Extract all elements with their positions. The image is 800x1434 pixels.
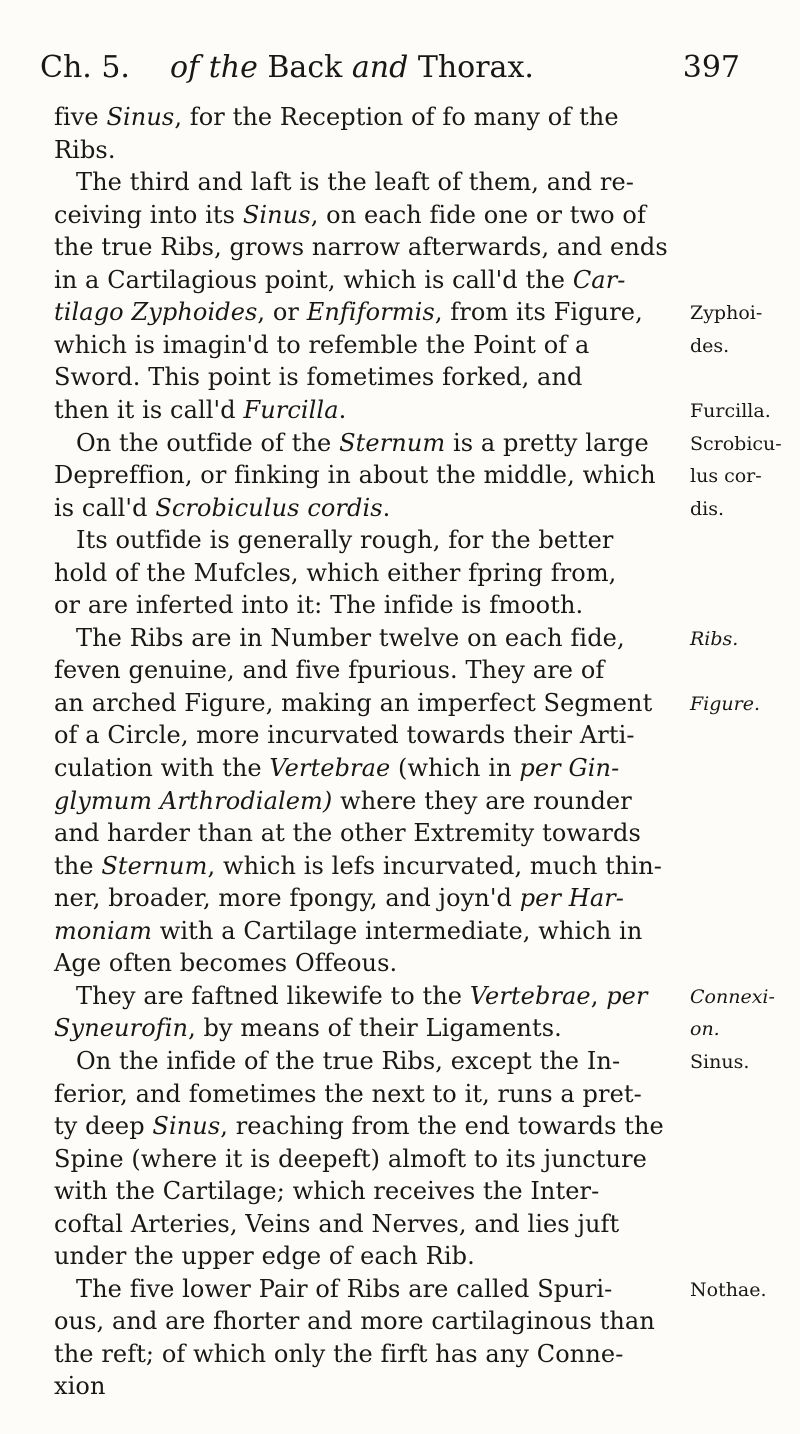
chapter-label: Ch. 5.: [40, 50, 130, 85]
title-and: and: [351, 50, 409, 85]
italic-run: Sternum: [101, 851, 208, 880]
italic-run: Syneurofin: [54, 1014, 189, 1043]
margin-note: on.: [690, 1018, 720, 1041]
margin-note: lus cor-: [690, 465, 762, 488]
page-number: 397: [682, 50, 740, 85]
text-run: .: [382, 493, 391, 522]
text-run: ceiving into its: [54, 200, 243, 229]
italic-run: Sinus: [242, 200, 311, 229]
text-run: five: [54, 103, 107, 131]
text-run: .: [338, 395, 347, 424]
text-run: On the infide of the true Ribs, except the In-: [76, 1046, 621, 1075]
title-thorax: Thorax.: [417, 50, 534, 85]
margin-note: dis.: [690, 497, 725, 520]
title-back: Back: [267, 50, 343, 85]
title-of-the: of the: [170, 50, 258, 85]
italic-run: Enfiformis: [306, 298, 435, 327]
text-run: coftal Arteries, Veins and Nerves, and lies juft: [54, 1209, 620, 1238]
italic-run: moniam: [54, 916, 153, 945]
text-run: The Ribs are in Number twelve on each fide,: [76, 623, 625, 652]
text-run: where they are rounder: [332, 786, 632, 815]
margin-note: Figure.: [690, 692, 761, 715]
text-run: ,: [590, 981, 607, 1010]
margin-note: Sinus.: [690, 1050, 750, 1073]
text-run: ty deep: [54, 1112, 153, 1141]
text-run: the reft; of which only the firft has any Conne-: [54, 1339, 624, 1368]
text-run: , or: [257, 298, 307, 327]
text-run: Ribs.: [54, 135, 116, 164]
margin-note: des.: [690, 334, 730, 357]
text-run: under the upper edge of each Rib.: [54, 1242, 475, 1271]
text-run: and harder than at the other Extremity towards: [54, 819, 641, 848]
italic-run: Sternum: [339, 428, 446, 457]
italic-run: per Har-: [519, 884, 625, 913]
italic-run: Vertebrae: [269, 754, 391, 782]
text-run: On the outfide of the: [76, 428, 340, 457]
text-run: with a Cartilage intermediate, which in: [152, 916, 643, 945]
italic-run: per: [606, 981, 648, 1010]
text-run: ous, and are fhorter and more cartilaginous than: [54, 1307, 655, 1336]
text-run: of a Circle, more incurvated towards their Arti-: [54, 721, 635, 750]
italic-run: Sinus: [106, 103, 175, 131]
margin-note: Furcilla.: [690, 399, 771, 422]
text-run: with the Cartilage; which receives the Inter-: [54, 1177, 600, 1206]
text-run: Age often becomes Offeous.: [54, 949, 398, 978]
margin-note: Connexi-: [690, 985, 775, 1008]
text-line: [54, 1367, 106, 1405]
text-run: is call'd: [54, 493, 156, 522]
text-run: ferior, and fometimes the next to it, runs a pret-: [54, 1079, 642, 1108]
text-run: hold of the Mufcles, which either fpring from,: [54, 558, 617, 587]
text-run: , which is lefs incurvated, much thin-: [207, 851, 662, 880]
margin-note: Nothae.: [690, 1278, 767, 1301]
text-run: The five lower Pair of Ribs are called Spuri-: [76, 1274, 613, 1303]
text-run: culation with the: [54, 754, 270, 782]
text-run: in a Cartilagious point, which is call'd the: [54, 265, 573, 294]
text-run: feven genuine, and five fpurious. They are of: [54, 656, 605, 685]
margin-note: Scrobicu-: [690, 432, 782, 455]
italic-run: Vertebrae: [469, 981, 591, 1010]
text-line: [54, 98, 619, 136]
text-run: Depreffion, or finking in about the middle, which: [54, 461, 656, 490]
italic-run: glymum Arthrodialem): [54, 786, 333, 815]
italic-run: Car-: [572, 265, 626, 294]
text-run: is a pretty large: [445, 428, 649, 457]
text-run: They are faftned likewife to the: [76, 981, 470, 1010]
text-run: or are inferted into it: The infide is fmooth.: [54, 591, 584, 620]
text-run: the true Ribs, grows narrow afterwards, and ends: [54, 233, 668, 262]
text-run: , from its Figure,: [434, 298, 643, 327]
italic-run: tilago Zyphoides: [54, 298, 258, 327]
text-run: ner, broader, more fpongy, and joyn'd: [54, 884, 520, 913]
italic-run: Furcilla: [243, 395, 339, 424]
text-run: xion: [54, 1372, 106, 1401]
running-title: [170, 48, 534, 88]
text-run: (which in: [390, 754, 520, 782]
text-run: then it is call'd: [54, 395, 244, 424]
italic-run: Sinus: [152, 1112, 221, 1141]
text-run: , by means of their Ligaments.: [188, 1014, 562, 1043]
text-run: the: [54, 851, 102, 880]
text-run: , on each fide one or two of: [310, 200, 646, 229]
italic-run: Scrobiculus cordis: [155, 493, 383, 522]
text-run: , reaching from the end towards the: [220, 1112, 664, 1141]
margin-note: Ribs.: [690, 627, 739, 650]
text-line: [54, 1335, 623, 1373]
text-run: an arched Figure, making an imperfect Segment: [54, 688, 653, 717]
text-run: Sword. This point is fometimes forked, and: [54, 363, 583, 392]
text-run: Spine (where it is deepeft) almoft to its juncture: [54, 1144, 647, 1173]
italic-run: per Gin-: [519, 754, 620, 782]
text-run: , for the Reception of fo many of the: [174, 103, 619, 131]
text-run: which is imagin'd to refemble the Point of a: [54, 330, 590, 359]
running-header: [40, 48, 740, 94]
text-run: The third and laft is the leaft of them, and re-: [76, 168, 634, 197]
margin-note: Zyphoi-: [690, 302, 763, 325]
text-run: Its outfide is generally rough, for the better: [76, 526, 614, 555]
